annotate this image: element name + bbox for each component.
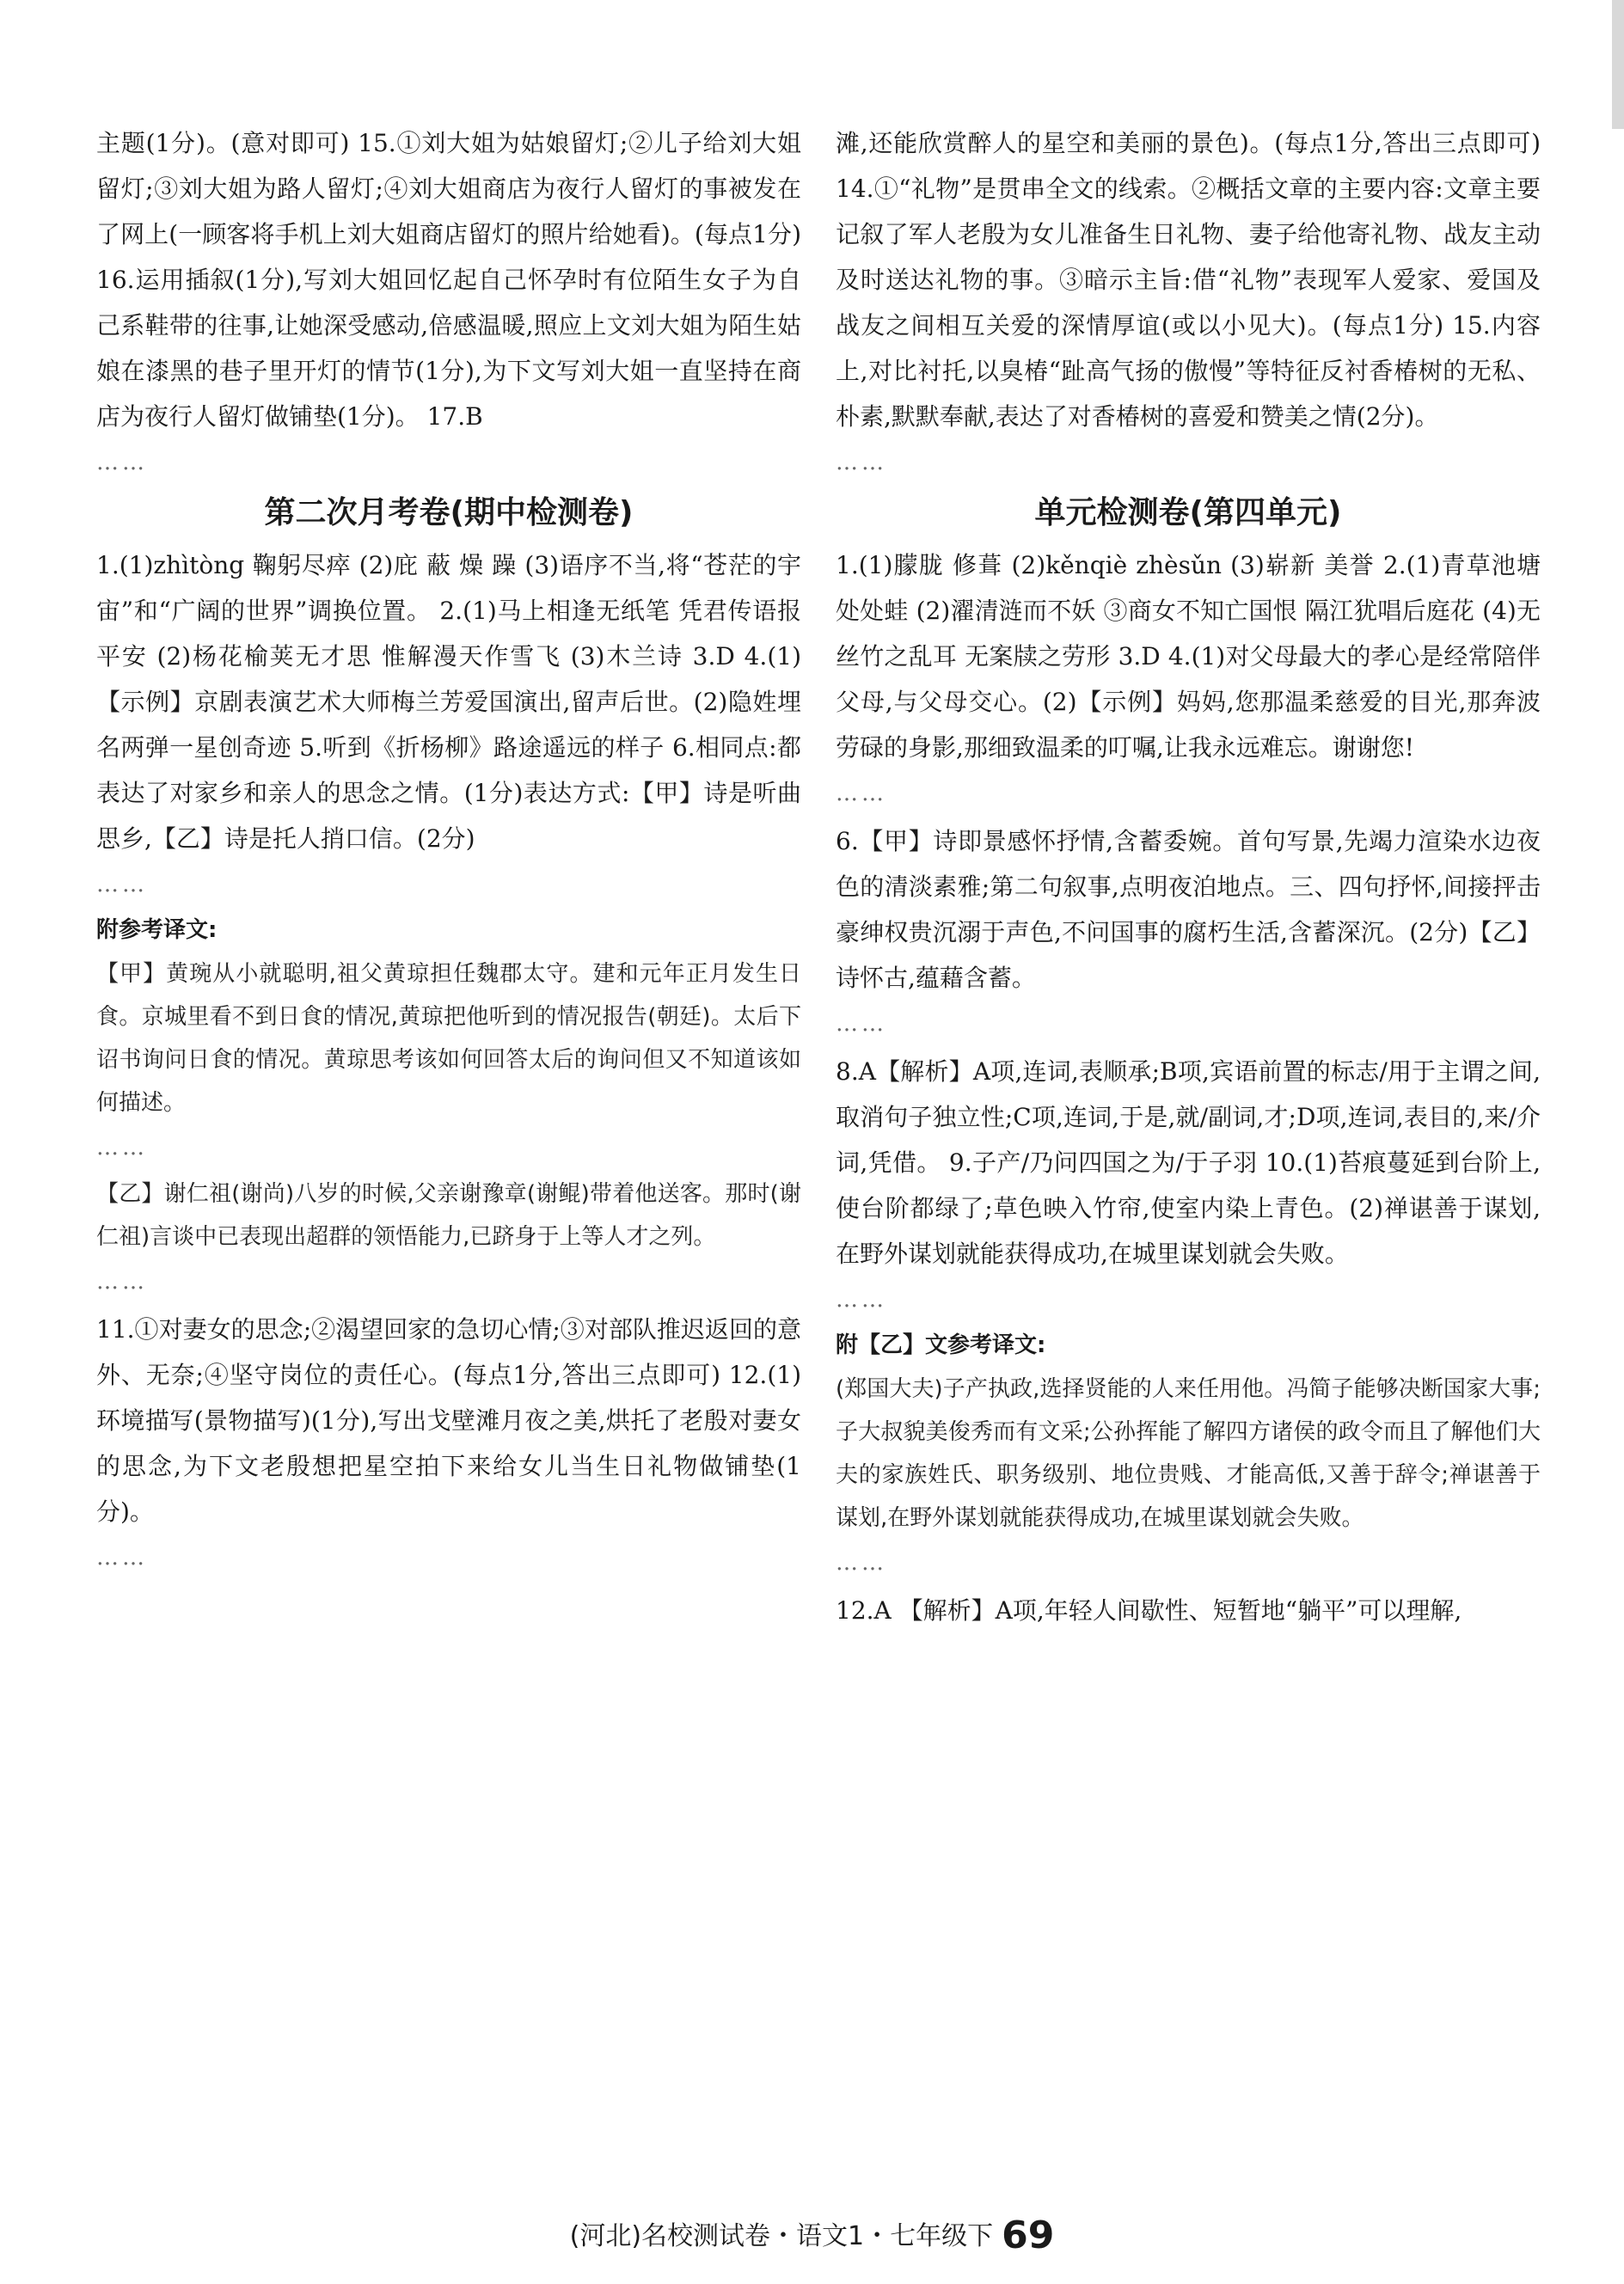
answer-paragraph-11-12: 11.①对妻女的思念;②渴望回家的急切心情;③对部队推迟返回的意外、无奈;④坚守岗位的责任心。(每点1分,答出三点即可) 12.(1)环境描写(景物描写)(1分),写出戈壁滩月夜之美,烘托了老殷对妻女的思念,为下文老殷想把星空拍下来给女儿当生日礼物做铺垫(1分)。 — [96, 1315, 801, 1526]
elision-mark: …… — [836, 1287, 887, 1313]
elision-mark: …… — [836, 1550, 887, 1576]
appendix-b-heading: 附【乙】文参考译文: — [836, 1332, 1046, 1358]
elision-mark: …… — [836, 781, 887, 806]
translation-paragraph-jia: 【甲】黄琬从小就聪明,祖父黄琼担任魏郡太守。建和元年正月发生日食。京城里看不到日食的情况,黄琼把他听到的情况报告(朝廷)。太后下诏书询问日食的情况。黄琼思考该如何回答太后的询问但又不知道该如何描述。 — [96, 961, 801, 1116]
unit4-paragraph-8: 8.A【解析】A项,连词,表顺承;B项,宾语前置的标志/用于主谓之间,取消句子独立性;C项,连词,于是,就/副词,才;D项,连词,表目的,来/介词,凭借。 9.子产/乃问四国之为/于子羽 10.(1)苔痕蔓延到台阶上,使台阶都绿了;草色映入竹帘,使室内染上青色。(2)禅谌善于谋划,在野外谋划就能获得成功,在城里谋划就会失败。 — [836, 1057, 1541, 1268]
page-footer — [0, 2214, 1624, 2257]
elision-mark: …… — [836, 1011, 887, 1037]
closing-paragraph: 12.A 【解析】A项,年轻人间歇性、短暂地“躺平”可以理解, — [836, 1596, 1462, 1625]
scan-edge-mark — [1612, 0, 1624, 129]
translation-paragraph-yi: 【乙】谢仁祖(谢尚)八岁的时候,父亲谢豫章(谢鲲)带着他送客。那时(谢仁祖)言谈中已表现出超群的领悟能力,已跻身于上等人才之列。 — [96, 1181, 801, 1250]
left-column — [96, 120, 801, 1583]
elision-mark: …… — [836, 450, 887, 475]
section-title-unit4: 单元检测卷(第四单元) — [1034, 495, 1342, 530]
unit4-paragraph-6: 6.【甲】诗即景感怀抒情,含蓄委婉。首句写景,先竭力渲染水边夜色的清淡素雅;第二句叙事,点明夜泊地点。三、四句抒怀,间接抨击豪绅权贵沉溺于声色,不问国事的腐朽生活,含蓄深沉。(2分)【乙】诗怀古,蕴藉含蓄。 — [836, 827, 1541, 992]
appendix-heading: 附参考译文: — [96, 917, 218, 943]
midterm-paragraph: 1.(1)zhìtòng 鞠躬尽瘁 (2)庇 蔽 燥 躁 (3)语序不当,将“苍茫的宇宙”和“广阔的世界”调换位置。 2.(1)马上相逢无纸笔 凭君传语报平安 (2)杨花榆荚无才思 惟解漫天作雪飞 (3)木兰诗 3.D 4.(1)【示例】京剧表演艺术大师梅兰芳爱国演出,留声后世。(2)隐姓埋名两弹一星创奇迹 5.听到《折杨柳》路途遥远的样子 6.相同点:都表达了对家乡和亲人的思念之情。(1分)表达方式:【甲】诗是听曲思乡,【乙】诗是托人捎口信。(2分) — [96, 551, 801, 853]
right-intro-paragraph: 滩,还能欣赏醉人的星空和美丽的景色)。(每点1分,答出三点即可) 14.①“礼物”是贯串全文的线索。②概括文章的主要内容:文章主要记叙了军人老殷为女儿准备生日礼物、妻子给他寄礼物、战友主动及时送达礼物的事。③暗示主旨:借“礼物”表现军人爱家、爱国及战友之间相互关爱的深情厚谊(或以小见大)。(每点1分) 15.内容上,对比衬托,以臭椿“趾高气扬的傲慢”等特征反衬香椿树的无私、朴素,默默奉献,表达了对香椿树的喜爱和赞美之情(2分)。 — [836, 129, 1541, 431]
footer-text: (河北)名校测试卷・语文1・七年级下 — [569, 2221, 994, 2251]
translation-paragraph-b: (郑国大夫)子产执政,选择贤能的人来任用他。冯简子能够决断国家大事;子大叔貌美俊秀而有文采;公孙挥能了解四方诸侯的政令而且了解他们大夫的家族姓氏、职务级别、地位贵贱、才能高低,又善于辞令;禅谌善于谋划,在野外谋划就能获得成功,在城里谋划就会失败。 — [836, 1376, 1541, 1531]
section-title-midterm: 第二次月考卷(期中检测卷) — [264, 495, 634, 530]
right-column — [836, 120, 1541, 1637]
left-intro-paragraph: 主题(1分)。(意对即可) 15.①刘大姐为姑娘留灯;②儿子给刘大姐留灯;③刘大姐为路人留灯;④刘大姐商店为夜行人留灯的事被发在了网上(一顾客将手机上刘大姐商店留灯的照片给她看)。(每点1分) 16.运用插叙(1分),写刘大姐回忆起自己怀孕时有位陌生女子为自己系鞋带的往事,让她深受感动,倍感温暖,照应上文刘大姐为陌生姑娘在漆黑的巷子里开灯的情节(1分),为下文写刘大姐一直坚持在商店为夜行人留灯做铺垫(1分)。 17.B — [96, 129, 801, 431]
elision-mark: …… — [96, 1135, 148, 1160]
page-number: 69 — [1002, 2214, 1055, 2257]
elision-mark: …… — [96, 450, 148, 475]
unit4-paragraph-1: 1.(1)朦胧 修葺 (2)kěnqiè zhèsǔn (3)崭新 美誉 2.(1)青草池塘处处蛙 (2)濯清涟而不妖 ③商女不知亡国恨 隔江犹唱后庭花 (4)无丝竹之乱耳 无案牍之劳形 3.D 4.(1)对父母最大的孝心是经常陪伴父母,与父母交心。(2)【示例】妈妈,您那温柔慈爱的目光,那奔波劳碌的身影,那细致温柔的叮嘱,让我永远难忘。谢谢您! — [836, 551, 1541, 762]
elision-mark: …… — [96, 872, 148, 897]
elision-mark: …… — [96, 1545, 148, 1571]
elision-mark: …… — [96, 1269, 148, 1295]
